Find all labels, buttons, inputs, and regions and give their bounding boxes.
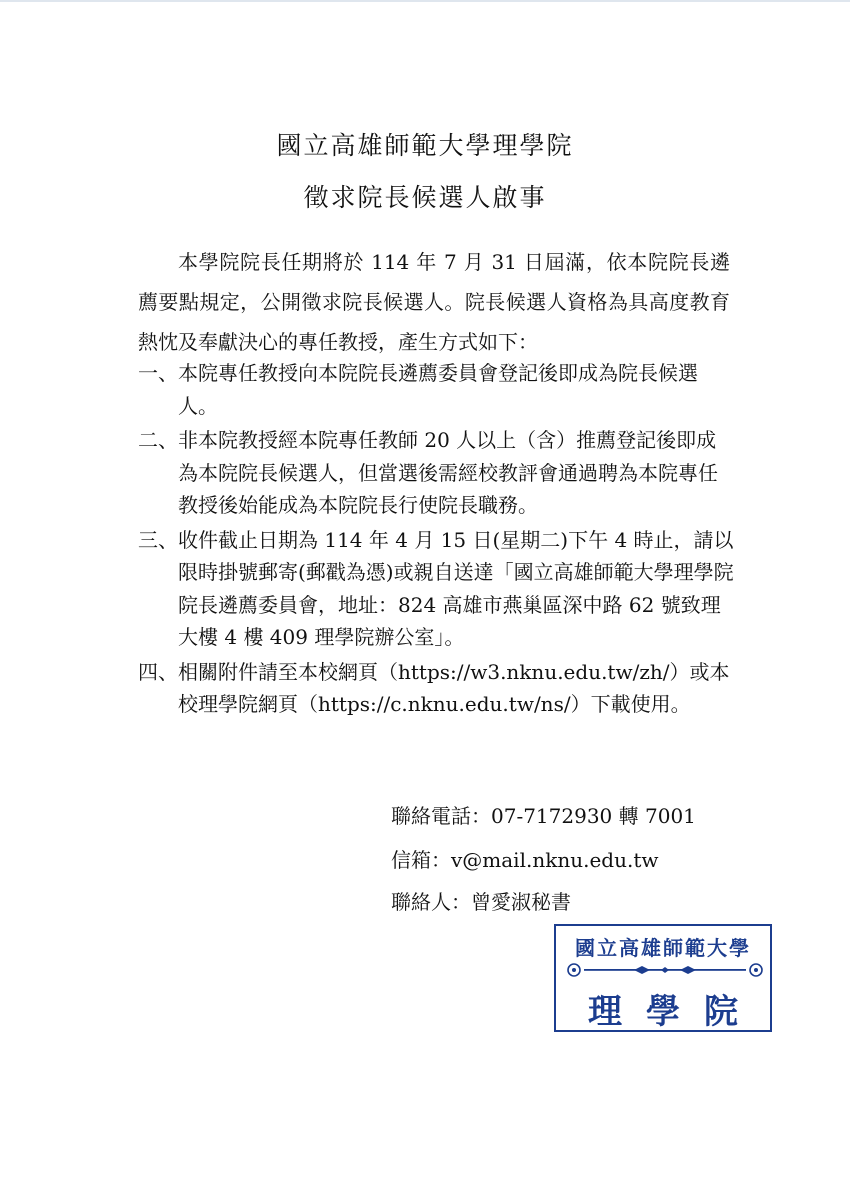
seal-college-name: 理學院 (588, 992, 762, 1032)
intro-paragraph: 本學院院長任期將於 114 年 7 月 31 日屆滿，依本院院長遴薦要點規定，公開徵求院長候選人。院長候選人資格為具高度教育熱忱及奉獻決心的專任教授，產生方式如下： (138, 250, 730, 354)
item-text: 本院專任教授向本院院長遴薦委員會登記後即成為院長候選人。 (178, 361, 698, 418)
item-text: 收件截止日期為 114 年 4 月 15 日(星期二)下午 4 時止，請以限時掛號郵寄(郵戳為憑)或親自送達「國立高雄師範大學理學院院長遴薦委員會，地址：824 高雄市燕巢區深中路 62 號致理大樓 4 樓 409 理學院辦公室」。 (178, 527, 734, 649)
list-item (138, 357, 736, 422)
page-edge (0, 0, 850, 2)
list-item (138, 524, 736, 654)
document-title: 國立高雄師範大學理學院 (276, 131, 574, 160)
seal-university-name: 國立高雄師範大學 (575, 936, 751, 960)
item-marker: 一、 (138, 361, 178, 385)
document-subtitle: 徵求院長候選人啟事 (303, 183, 547, 212)
list-item (138, 424, 736, 522)
item-text: 相關附件請至本校網頁（https://w3.nknu.edu.tw/zh/）或本校理學院網頁（https://c.nknu.edu.tw/ns/）下載使用。 (178, 659, 730, 716)
item-text: 非本院教授經本院專任教師 20 人以上（含）推薦登記後即成為本院院長候選人，但當選後需經校教評會通過聘為本院專任教授後始能成為本院院長行使院長職務。 (178, 428, 718, 517)
item-marker: 三、 (138, 527, 178, 552)
seal-ornament-icon (562, 960, 768, 980)
contact-phone: 聯絡電話：07-7172930 轉 7001 (391, 804, 696, 828)
intro-section (138, 242, 730, 362)
contact-person: 聯絡人：曾愛淑秘書 (391, 890, 571, 914)
item-marker: 四、 (138, 659, 178, 684)
item-list (138, 357, 736, 721)
college-seal (554, 924, 772, 1032)
item-marker: 二、 (138, 428, 178, 452)
list-item (138, 656, 736, 721)
contact-email: 信箱：v@mail.nknu.edu.tw (391, 848, 659, 872)
